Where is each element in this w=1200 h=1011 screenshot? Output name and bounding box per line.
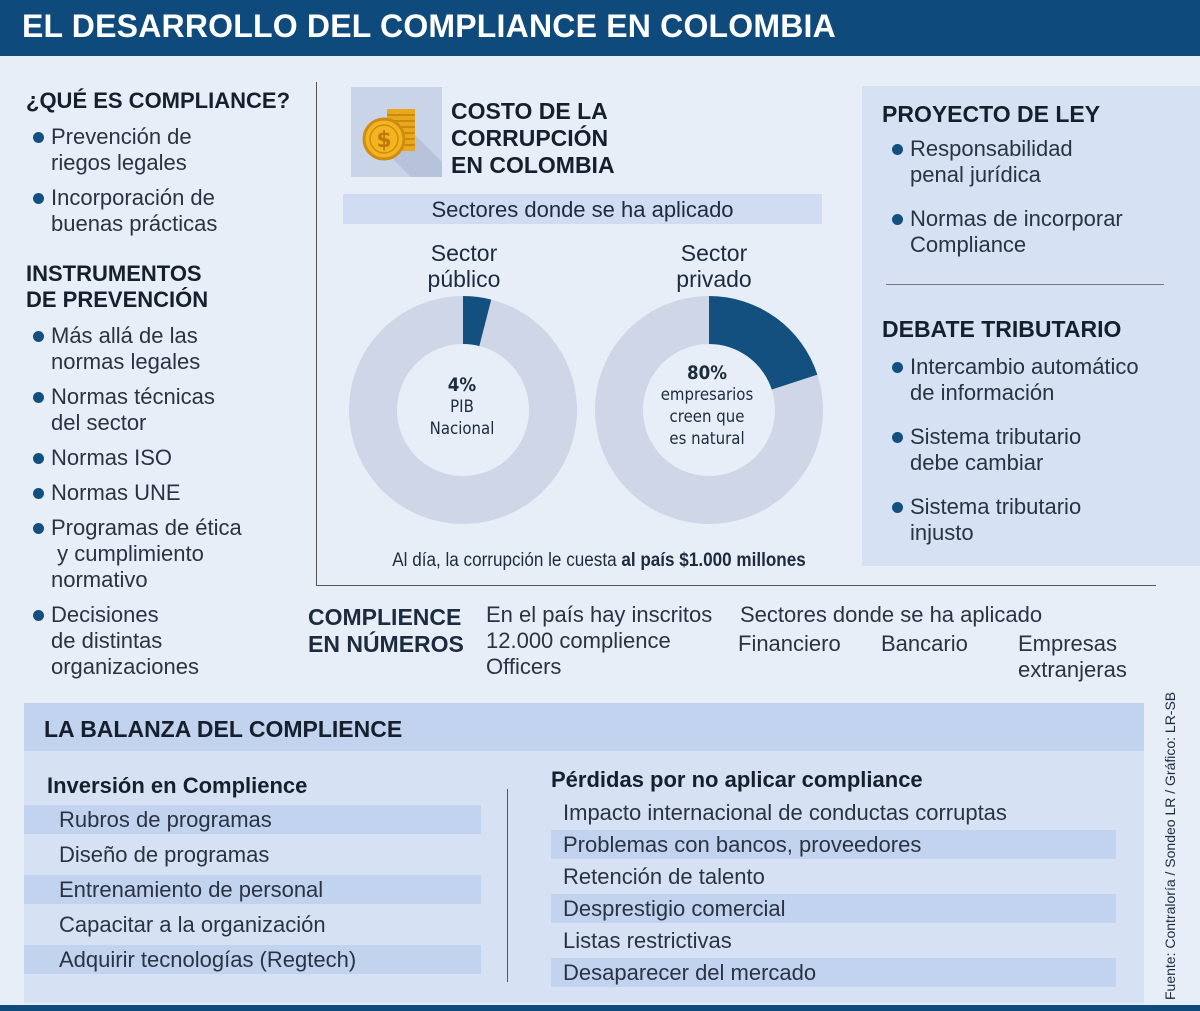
perdidas-title: Pérdidas por no aplicar compliance (551, 767, 923, 792)
donut-center-publico: 4% PIB Nacional (409, 374, 515, 440)
balanza-divider (507, 789, 508, 982)
list-item: Capacitar a la organización (59, 912, 326, 937)
list-item: Intercambio automático de información (884, 354, 1139, 406)
list-item: Responsabilidad penal jurídica (884, 136, 1123, 188)
list-item: Normas técnicas del sector (25, 384, 242, 436)
list-item: Programas de ética y cumplimiento normativo (25, 515, 242, 593)
proyecto-list (884, 136, 1123, 267)
instrumentos-list (25, 323, 242, 689)
sector-empresas-extranjeras: Empresas extranjeras (1018, 631, 1127, 682)
coins-icon-box (351, 87, 442, 177)
list-item: Sistema tributario injusto (884, 494, 1139, 546)
list-item: Normas de incorporar Compliance (884, 206, 1123, 258)
list-item: Desaparecer del mercado (551, 958, 1116, 987)
page-title: EL DESARROLLO DEL COMPLIANCE EN COLOMBIA (22, 8, 836, 44)
proyecto-title: PROYECTO DE LEY (882, 101, 1101, 127)
que-es-list (25, 124, 217, 246)
per-day-cost: Al día, la corrupción le cuesta al país $1.000 millones (392, 550, 806, 571)
sector-financiero: Financiero (738, 631, 841, 656)
list-item: Desprestigio comercial (551, 894, 1116, 923)
inscritos-text: En el país hay inscritos 12.000 complience Officers (486, 602, 713, 679)
inversion-title: Inversión en Complience (47, 773, 308, 798)
coins-icon (351, 87, 442, 177)
list-item: Normas ISO (25, 445, 242, 471)
list-item: Retención de talento (563, 864, 765, 889)
list-item: Adquirir tecnologías (Regtech) (24, 945, 481, 974)
debate-list (884, 354, 1139, 555)
donut-value-label: 4% (447, 374, 477, 396)
donut-center-privado: 80% empresarios creen que es natural (654, 362, 760, 450)
sectores-label: Sectores donde se ha aplicado (431, 197, 734, 222)
list-item: Problemas con bancos, proveedores (551, 830, 1116, 859)
numeros-sectores-title: Sectores donde se ha aplicado (740, 602, 1043, 627)
debate-title: DEBATE TRIBUTARIO (882, 316, 1122, 342)
donut-title-publico: Sector público (427, 240, 501, 292)
list-item: Entrenamiento de personal (24, 875, 481, 904)
list-item: Diseño de programas (59, 842, 270, 867)
center-divider-horizontal (316, 585, 1156, 586)
list-item: Listas restrictivas (563, 928, 732, 953)
numeros-title: COMPLIENCE EN NÚMEROS (308, 604, 464, 657)
list-item: Impacto internacional de conductas corruptas (563, 800, 1007, 825)
center-divider-vertical (316, 82, 317, 585)
right-divider (886, 284, 1164, 285)
source-credit: Fuente: Contraloría / Sondeo LR / Gráfico: LR-SB (1162, 691, 1178, 1000)
costo-title: COSTO DE LA CORRUPCIÓN EN COLOMBIA (451, 98, 615, 178)
list-item: Prevención de riegos legales (25, 124, 217, 176)
list-item: Normas UNE (25, 480, 242, 506)
perdidas-list (551, 798, 1116, 987)
instrumentos-title: INSTRUMENTOS DE PREVENCIÓN (26, 261, 209, 312)
list-item: Incorporación de buenas prácticas (25, 185, 217, 237)
list-item: Sistema tributario debe cambiar (884, 424, 1139, 476)
sector-bancario: Bancario (881, 631, 968, 656)
donut-title-privado: Sector privado (676, 240, 752, 292)
balanza-title: LA BALANZA DEL COMPLIENCE (44, 716, 403, 742)
list-item: Rubros de programas (24, 805, 481, 834)
inversion-list (24, 805, 481, 974)
donut-value-label: 80% (686, 362, 728, 384)
list-item: Decisiones de distintas organizaciones (25, 602, 242, 680)
footer-bar (0, 1005, 1200, 1011)
svg-text:$: $ (376, 128, 392, 153)
que-es-title: ¿QUÉ ES COMPLIANCE? (26, 88, 291, 113)
list-item: Más allá de las normas legales (25, 323, 242, 375)
